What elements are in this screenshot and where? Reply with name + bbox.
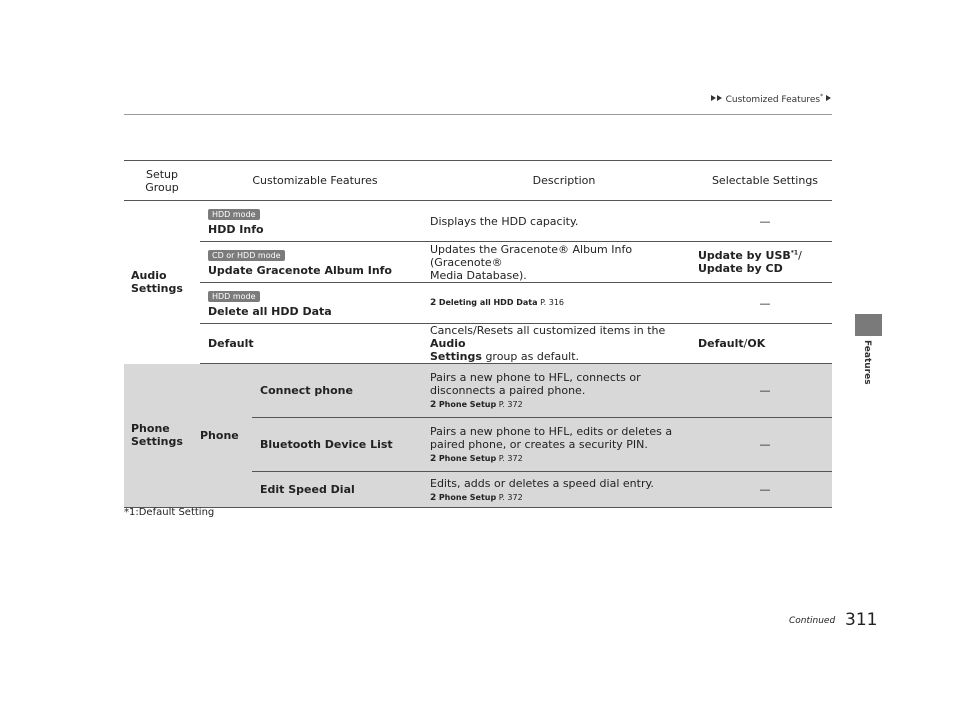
feature-bluetooth-device-list: Bluetooth Device List [252, 418, 430, 472]
setting-cell: — [698, 472, 832, 508]
breadcrumb [0, 93, 832, 105]
breadcrumb-star: * [820, 93, 824, 100]
setting-cell: Default/OK [698, 324, 832, 364]
feature-label: Delete all HDD Data [208, 304, 332, 318]
description-cell: Displays the HDD capacity. [430, 201, 698, 242]
feature-update-gracenote [200, 242, 430, 283]
description-cell: Pairs a new phone to HFL, connects or disconnects a paired phone. 2 Phone Setup P. 372 [430, 364, 698, 418]
breadcrumb-label: Customized Features [725, 95, 821, 105]
feature-edit-speed-dial: Edit Speed Dial [252, 472, 430, 508]
triangle-right-icon [711, 95, 716, 101]
setting-cell: Update by USB$^{*1}$/ Update by CD [698, 242, 832, 283]
feature-label: Update Gracenote Album Info [208, 263, 392, 277]
section-tab-label: Features [862, 340, 872, 385]
triangle-right-icon [826, 95, 831, 101]
mode-badge: HDD mode [208, 209, 260, 220]
description-cell: Updates the Gracenote® Album Info (Gracenote® Media Database). [430, 242, 698, 283]
description-cell: Pairs a new phone to HFL, edits or deletes a paired phone, or creates a security PIN. 2 Phone Setup P. 372 [430, 418, 698, 472]
table-row [124, 324, 832, 364]
header-rule [124, 114, 832, 115]
table-row [124, 283, 832, 324]
group-phone-settings: Phone Settings [124, 364, 200, 508]
reference-link[interactable]: 2 Phone Setup P. 372 [430, 492, 523, 503]
feature-label: HDD Info [208, 222, 264, 236]
triangle-right-icon [717, 95, 722, 101]
continued-label: Continued [789, 616, 836, 626]
feature-delete-hdd-data [200, 283, 430, 324]
header-selectable-settings: Selectable Settings [698, 161, 832, 201]
header-setup-group: Setup Group [124, 161, 200, 201]
mode-badge: CD or HDD mode [208, 250, 285, 261]
feature-hdd-info [200, 201, 430, 242]
section-tab-marker [855, 314, 882, 336]
table-header-row [124, 161, 832, 201]
group-audio-settings: Audio Settings [131, 269, 183, 296]
setting-cell: — [698, 283, 832, 324]
description-cell: Edits, adds or deletes a speed dial entry. 2 Phone Setup P. 372 [430, 472, 698, 508]
customizable-features-table [124, 160, 832, 508]
page-number: 311 [845, 610, 878, 630]
header-customizable-features: Customizable Features [200, 161, 430, 201]
table-row [124, 242, 832, 283]
reference-link[interactable]: 2 Phone Setup P. 372 [430, 400, 523, 410]
reference-link[interactable]: 2 Phone Setup P. 372 [430, 454, 523, 464]
description-cell: Cancels/Resets all customized items in the Audio Settings group as default. [430, 324, 698, 364]
reference-link[interactable]: 2 Deleting all HDD Data P. 316 [430, 283, 698, 324]
feature-connect-phone: Connect phone [252, 364, 430, 418]
subgroup-phone: Phone [200, 364, 252, 508]
feature-default: Default [200, 324, 430, 364]
setting-cell: — [698, 201, 832, 242]
setting-cell: — [698, 418, 832, 472]
header-description: Description [430, 161, 698, 201]
mode-badge: HDD mode [208, 291, 260, 302]
setting-cell: — [698, 364, 832, 418]
table-row [124, 201, 832, 242]
footnote: *1:Default Setting [124, 507, 215, 518]
table-row [124, 364, 832, 418]
